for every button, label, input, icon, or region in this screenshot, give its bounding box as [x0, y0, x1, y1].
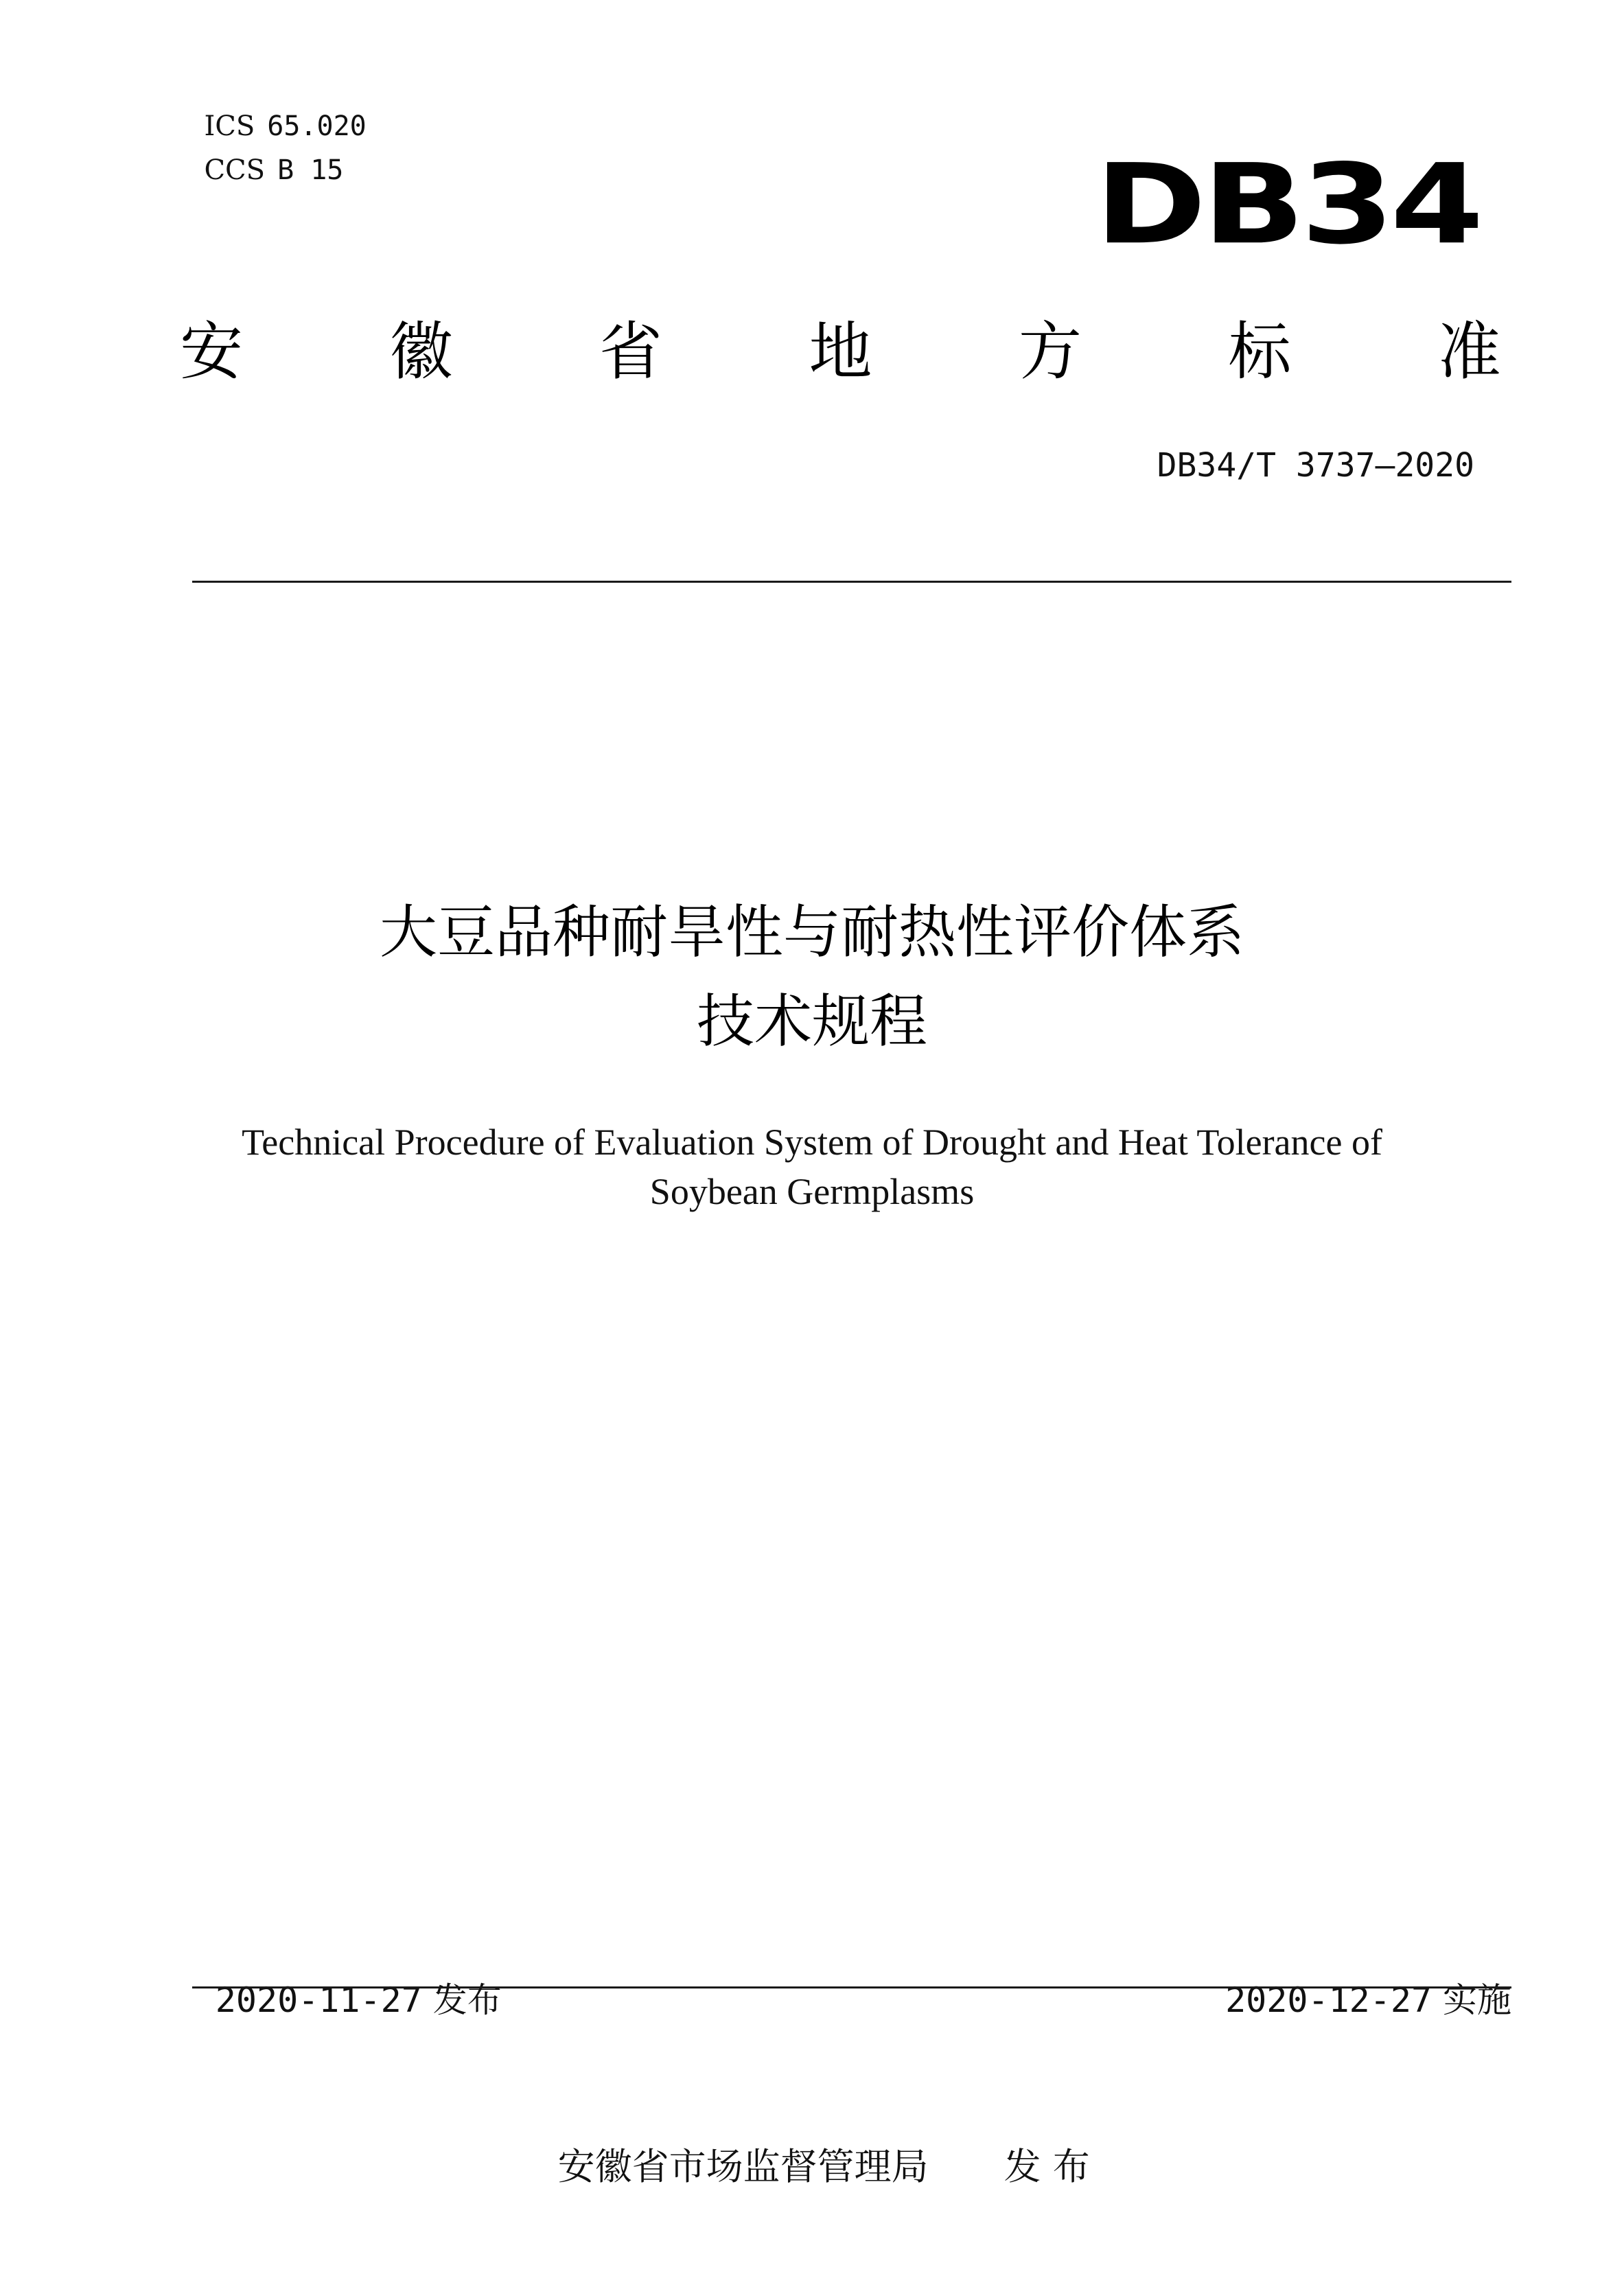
title-cn-line2: 技术规程	[696, 988, 927, 1055]
standard-type-char: 地	[809, 315, 872, 389]
issuer-line	[0, 2095, 1624, 2191]
ccs-line	[187, 121, 343, 187]
implement-date-line	[1203, 1934, 1511, 2022]
standard-type-char: 省	[599, 315, 662, 389]
issuer-action: 发 布	[1004, 2145, 1090, 2188]
ccs-code: B 15	[277, 154, 344, 186]
implement-date: 2020-12-27	[1225, 1980, 1432, 2020]
standard-type-char: 方	[1018, 315, 1082, 389]
title-cn-line1: 大豆品种耐旱性与耐热性评价体系	[379, 898, 1244, 966]
standard-type-char: 徽	[389, 315, 453, 389]
implement-label: 实施	[1443, 1980, 1511, 2020]
standard-type-char: 准	[1437, 315, 1501, 389]
standard-type-char: 安	[180, 315, 244, 389]
title-en-line2: Soybean Germplasms	[649, 1171, 975, 1212]
title-en-line1: Technical Procedure of Evaluation System of Drought and Heat Tolerance of	[242, 1122, 1382, 1163]
ics-code: 65.020	[267, 111, 367, 142]
issuer-name: 安徽省市场监督管理局	[557, 2145, 929, 2188]
ccs-label: CCS	[204, 154, 266, 186]
db34-logo: DB34	[1095, 140, 1480, 269]
standard-type-title	[180, 314, 1501, 390]
bottom-divider	[192, 1986, 1511, 1988]
standard-type-char: 标	[1228, 315, 1292, 389]
publish-date-line	[194, 1934, 502, 2022]
standard-number: DB34/T 3737—2020	[1157, 446, 1474, 485]
publish-label: 发布	[432, 1980, 502, 2020]
top-divider	[192, 581, 1511, 583]
publish-date: 2020-11-27	[215, 1980, 422, 2020]
ics-label: ICS	[204, 111, 255, 142]
